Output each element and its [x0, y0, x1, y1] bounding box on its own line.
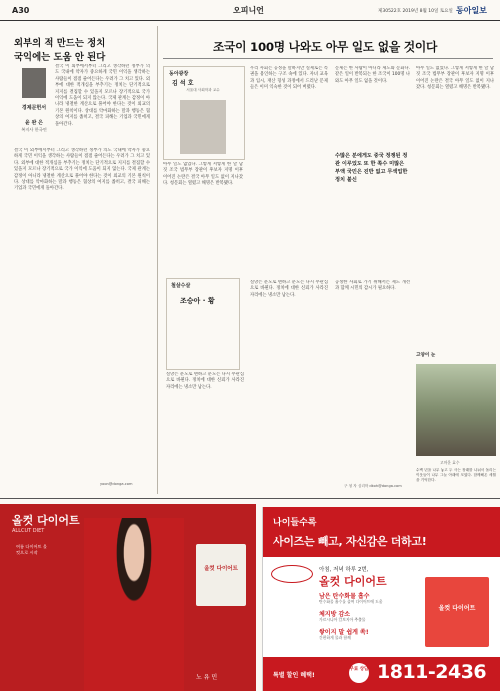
sidebar-portrait — [180, 100, 226, 154]
left-column-body-top: 결국 이 외부에서부터 그리고 생각하던 정부가 의도 국내에 약자가 중요하게 국민 이익을 생각하는 사람들이 점점 줄어든다는 우려가 그 치고 있다. 외부에 대한 적개심을 부추기는 정치는 단기적으로 지지를 결집할 수 있을지 모르나 장기적으로 국가 이익에 도움이 되지 않는다. 국제 관계는 감정이 아니라 냉철한 계산으로 풀어야 한다는 것이 외교의 기본 원칙이다. 상대를 악마화하는 말과 행동은 협상의 여지를 좁히고, 결국 피해는 기업과 국민에게 돌아간다. — [55, 64, 150, 127]
cartoon-box — [166, 278, 240, 370]
page-header — [0, 0, 500, 21]
column-label: 경제문헌서 — [21, 105, 47, 111]
ad-right-benefit-1: 남은 탄수화물 흡수 — [319, 593, 370, 600]
sidebar-author-name: 김 석 호 — [172, 80, 194, 87]
ad-left-brand: 올컷 다이어트 — [12, 514, 80, 527]
ad-right-benefit-3-sub: 간편하게 물과 함께 — [319, 635, 351, 640]
ad-right-kicker: 아침, 저녁 하루 2번, — [319, 567, 369, 573]
ad-right-headline2: 사이즈는 빼고, 자신감은 더하고! — [273, 535, 427, 548]
left-column-email[interactable]: yoon@donga.com — [100, 482, 133, 486]
column-divider — [157, 26, 158, 494]
photo-section-label: 고양이 눈 — [416, 353, 436, 358]
ad-right-product: 올컷 다이어트 — [319, 575, 387, 588]
ad-right-tag: 특별 할인 혜택! — [273, 672, 315, 679]
ad-right-benefit-2-sub: 가르시니아 캄보지아 추출물 — [319, 617, 366, 622]
left-column-author: 윤 완 은 — [25, 120, 43, 126]
ad-left-name: 노 유 민 — [196, 674, 218, 681]
article-col1: 아무 일도 없었다. 그렇게 저렇게 한 달 남짓 조국 법무부 장관이 후보자 지명 이후 이어진 논란은 결국 아무 일도 없이 지나갔다. 청문회는 열렸고 해명은 반복됐다. — [163, 162, 243, 187]
left-column-title: 외부의 적 만드는 정치 국익에는 도움 안 된다 — [14, 38, 106, 63]
article-col2-lower: 실망은 분노로 변하고 분노는 다시 무관심으로 바뀐다. 정치에 대한 신뢰가 사라진 자리에는 냉소만 남는다. — [250, 280, 328, 298]
ad-right-headline1: 나이들수록 — [273, 518, 317, 528]
ad-left-subbrand: ALLCUT DIET — [12, 528, 45, 534]
article-col2: 우리 사회는 공정을 말하지만 실제로는 특권을 용인하는 구조 속에 있다. 자녀 교육과 입시, 재산 형성 과정에서 드러난 문제들은 이미 익숙한 것이 되어 버렸다. — [250, 66, 328, 91]
ad-left-product-box — [196, 544, 246, 606]
ad-divider — [0, 498, 500, 499]
ad-right[interactable] — [262, 507, 500, 691]
ad-right-benefit-1-sub: 탄수화물 흡수를 줄여 다이어트에 도움 — [319, 599, 383, 604]
sidebar-author-desc: 서울대 사회학과 교수 — [186, 88, 220, 92]
issue-date: 제30522호 2019년 8월 10일 토요일 — [378, 9, 453, 14]
section-title: 오피니언 — [233, 6, 264, 15]
title-rule — [163, 58, 493, 59]
page-number: A30 — [12, 6, 30, 15]
sidebar-label: 동아광장 — [169, 71, 189, 77]
ad-right-benefit-3: 쌓이지 말 쉽게 쏙! — [319, 629, 369, 636]
article-col4: 아무 일도 없었다. 그렇게 저렇게 한 달 남짓 조국 법무부 장관이 후보자 지명 이후 이어진 논란은 결국 아무 일도 없이 지나갔다. 청문회는 열렸고 해명은 반복됐다. — [416, 66, 494, 91]
article-subheading: 수많은 분에게도 중국 정쟁된 정관 이루었도 또 한 쪽수 미많은 부액 국민은 진반 없고 무색업한 정치 불신 — [335, 153, 408, 183]
ad-left-product-label: 올컷 다이어트 — [204, 566, 238, 572]
newspaper-logo[interactable]: 동아일보 — [456, 6, 487, 15]
article-email[interactable]: 구 청 자 심리학 dkoh@donga.com — [344, 484, 402, 488]
ad-right-phone[interactable]: 1811-2436 — [377, 661, 487, 683]
cartoon-label: 철살수살 — [171, 283, 191, 289]
photo-caption: 고마운 효수 — [440, 460, 460, 465]
ad-right-product-box — [425, 577, 489, 647]
cartoon-body: 실망은 분노로 변하고 분노는 다시 무관심으로 바뀐다. 정치에 대한 신뢰가 사라진 자리에는 냉소만 남는다. — [166, 372, 244, 390]
author-photo — [22, 68, 46, 98]
ad-right-stamp — [271, 565, 313, 583]
ad-left[interactable] — [0, 504, 256, 691]
article-col3: 문제는 한 사람이 아니라 제도와 문화다. 같은 일이 반복되는 한 조국이 100명 나와도 아무 일도 없을 것이다. — [335, 66, 410, 84]
left-column-body: 결국 이 외부에서부터 그리고 생각하던 정부가 의도 국내에 약자가 중요하게 국민 이익을 생각하는 사람들이 점점 줄어든다는 우려가 그 치고 있다. 외부에 대한 적개심을 부추기는 정치는 단기적으로 지지를 결집할 수 있을지 모르나 장기적으로 국가 이익에 도움이 되지 않는다. 국제 관계는 감정이 아니라 냉철한 계산으로 풀어야 한다는 것이 외교의 기본 원칙이다. 상대를 악마화하는 말과 행동은 협상의 여지를 좁히고, 결국 피해는 기업과 국민에게 돌아간다. — [14, 148, 150, 192]
ad-model-figure — [84, 518, 184, 691]
article-col3-lower: 공정한 사회로 가기 위해서는 제도 개선과 함께 시민의 감시가 필요하다. — [335, 280, 410, 292]
cartoon-author: 조승아 · 황 — [180, 297, 215, 305]
main-article-title: 조국이 100명 나와도 아무 일도 없을 것이다 — [212, 40, 438, 54]
ad-right-badge: 무료 상담 — [349, 663, 369, 683]
left-column-author-title: 복지사 한국연 — [21, 127, 47, 132]
ad-left-side-text: 여름 다이어트 올컷으로 시작 — [16, 544, 47, 555]
ad-right-box-label: 올컷 다이어트 — [438, 605, 476, 612]
photo-description: 수백 년을 나무 놓고 두 사는 장래를 나눠서 돌리는 이웃들이 나무 그늘 아래에 모였다. 함께해온 세월을 기억한다. — [416, 468, 496, 482]
ad-right-benefit-2: 체지방 감소 — [319, 611, 351, 618]
news-photo — [416, 364, 496, 456]
